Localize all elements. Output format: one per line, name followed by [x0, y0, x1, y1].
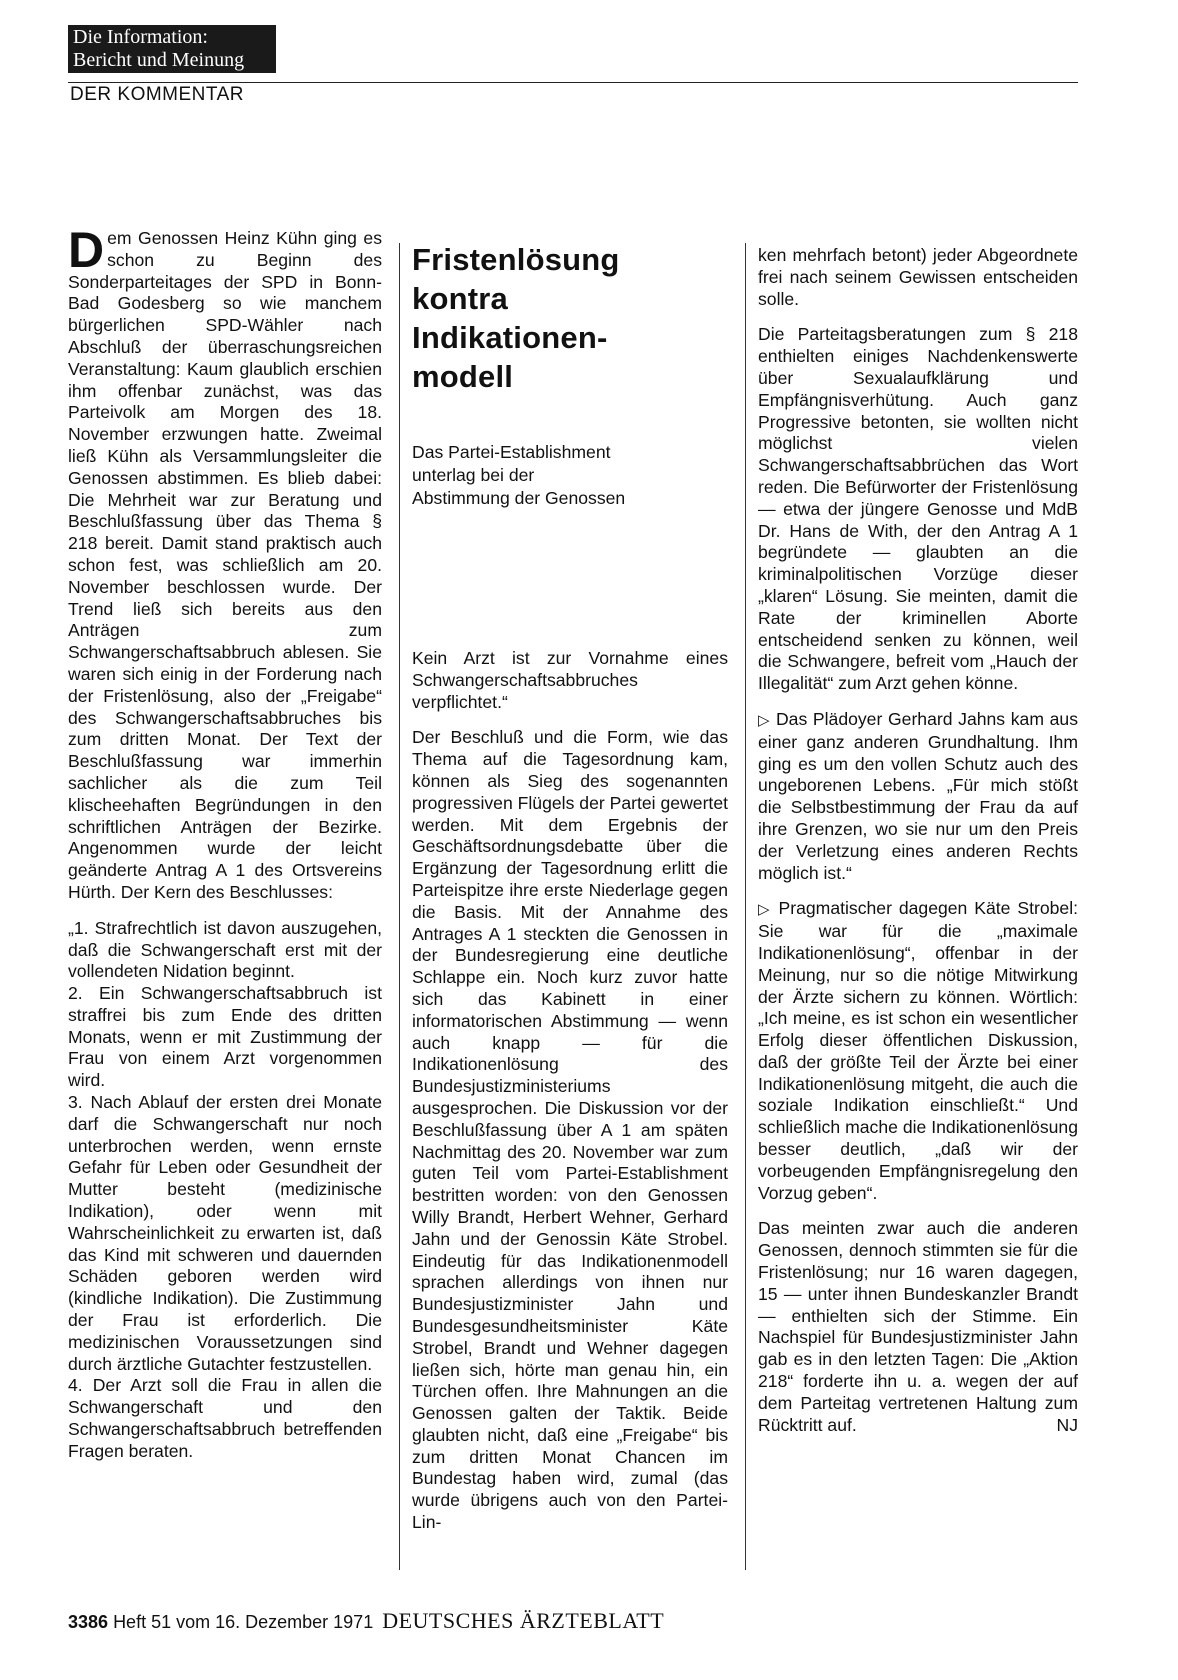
rubric-line-2: Bericht und Meinung: [73, 49, 245, 71]
paragraph-gap: [758, 884, 1078, 898]
top-rule: [68, 82, 1078, 83]
body-paragraph: ken mehrfach betont) jeder Abgeordnete frei nach seinem Gewissen entscheiden solle.: [758, 245, 1078, 309]
quote-point-4: 4. Der Arzt soll die Frau in allen die Schwangerschaft und den Schwangerschaftsabbruch betreffenden Fragen beraten.: [68, 1375, 382, 1461]
paragraph-gap: [412, 713, 728, 727]
paragraph-gap: [68, 904, 382, 918]
headline-line-3: Indikationen-: [412, 320, 608, 355]
body-paragraph: [758, 1218, 1078, 1436]
author-signature: NJ: [1056, 1414, 1078, 1435]
article-subhead: [412, 441, 722, 510]
intro-text: em Genossen Heinz Kühn ging es schon zu Beginn des Sonderparteitages der SPD in Bonn-Bad Godesberg so wie manchem bürgerlichen SPD-Wähler nach Abschluß der überraschungsreichen Veranstaltung: Kaum glaublich erschien ihm offenbar zunächst, was das Parteivolk am Morgen des 18. November erzwungen hatte. Zweimal ließ Kühn als Versammlungsleiter die Genossen abstimmen. Es blieb dabei: Die Mehrheit war zur Beratung und Beschlußfassung über das Thema § 218 bereit. Damit stand praktisch auch schon fest, was schließlich am 20. November beschlossen wurde. Der Trend ließ sich bereits aus den Anträgen zum Schwangerschaftsabbruch ablesen. Sie waren sich einig in der Forderung nach der Fristenlösung, also der „Freigabe“ des Schwangerschaftsabbruches bis zum dritten Monat. Der Text der Beschlußfassung war immerhin sachlicher als die zum Teil klischeehaften Begründungen in den schriftlichen Anträgen der Bezirke. Angenommen wurde der leicht geänderte Antrag A 1 des Ortsvereins Hürth. Der Kern des Beschlusses:: [68, 228, 382, 902]
article-headline: [412, 240, 722, 396]
headline-line-4: modell: [412, 359, 514, 394]
headline-line-1: Fristenlösung: [412, 242, 620, 277]
issue-info: Heft 51 vom 16. Dezember 1971: [113, 1612, 374, 1632]
paragraph-text: Pragmatischer dagegen Käte Strobel: Sie war für die „maximale Indikationenlösung“, offenbar in der Meinung, nur so die nötige Mitwirkung der Ärzte sichern zu können. Wörtlich: „Ich meine, es ist schon ein wesentlicher Erfolg dieser öffentlichen Diskussion, daß der größte Teil der Ärzte bei einer Indikationenlösung mitgeht, die auch die soziale Indikation einschließt.“ Und schließlich mache die Indikationenlösung besser deutlich, „daß wir der vorbeugenden Empfängnisregelung den Vorzug geben“.: [758, 898, 1078, 1203]
drop-cap: D: [68, 222, 105, 278]
column-3: [758, 245, 1078, 1436]
column-divider-2: [745, 243, 746, 1570]
column-2: [412, 648, 728, 1534]
body-paragraph: Die Parteitagsberatungen zum § 218 enthielten einiges Nachdenkenswerte über Sexualaufklärung und Empfängnisverhütung. Auch ganz Progressive betonten, sie wollten nicht möglichst vielen Schwangerschaftsabbrüchen das Wort reden. Die Befürworter der Fristenlösung — etwa der jüngere Genosse und MdB Dr. Hans de With, der den Antrag A 1 begründete — glaubten an die kriminalpolitischen Vorzüge dieser „klaren“ Lösung. Sie meinten, damit die Rate der kriminellen Aborte entscheidend senken zu können, weil die Schwangere, befreit vom „Hauch der Illegalität“ zum Arzt gehen könne.: [758, 324, 1078, 694]
paragraph-text: Das Plädoyer Gerhard Jahns kam aus einer ganz anderen Grundhaltung. Ihm ging es um den vollen Schutz auch des ungeborenen Lebens. „Für mich stößt die Selbstbestimmung der Frau da auf ihre Grenzen, wo sie nur um den Preis der Verletzung eines anderen Rechts möglich ist.“: [758, 708, 1078, 883]
rubric-box: [68, 25, 276, 73]
subhead-line-1: Das Partei-Establishment: [412, 442, 611, 462]
column-1: [68, 222, 382, 1463]
body-paragraph: Der Beschluß und die Form, wie das Thema auf die Tagesordnung kam, können als Sieg des sogenannten progressiven Flügels der Partei gewertet werden. Mit dem Ergebnis der Geschäftsordnungsdebatte über die Ergänzung der Tagesordnung erlitt die Parteispitze ihre erste Niederlage gegen die Basis. Mit der Annahme des Antrages A 1 steckten die Genossen in der Bundesregierung eine deutliche Schlappe ein. Noch kurz zuvor hatte sich das Kabinett in einer informatorischen Abstimmung — wenn auch knapp — für die Indikationenlösung des Bundesjustizministeriums ausgesprochen. Die Diskussion vor der Beschlußfassung über A 1 am späten Nachmittag des 20. November war zum guten Teil vom Partei-Establishment bestritten worden: von den Genossen Willy Brandt, Herbert Wehner, Gerhard Jahn und der Genossin Käte Strobel. Eindeutig für das Indikationenmodell sprachen allerdings von ihnen nur Bundesjustizminister Jahn und Bundesgesundheitsminister Käte Strobel, Brandt und Wehner dagegen ließen sich, hörte man genau hin, ein Türchen offen. Ihre Mahnungen an die Genossen galten der Taktik. Beide glaubten nicht, daß eine „Freigabe“ bis zum dritten Monat Chancen im Bundestag haben wird, zumal (das wurde übrigens auch von den Partei-Lin-: [412, 727, 728, 1533]
subhead-line-2: unterlag bei der: [412, 465, 535, 485]
quote-point-1: „1. Strafrechtlich ist davon auszugehen, daß die Schwangerschaft erst mit der vollendeten Nidation beginnt.: [68, 917, 382, 982]
subhead-line-3: Abstimmung der Genossen: [412, 488, 626, 508]
page-footer: [68, 1608, 664, 1634]
headline-line-2: kontra: [412, 281, 508, 316]
page-number: 3386: [68, 1612, 109, 1632]
paragraph-gap: [758, 1204, 1078, 1218]
quote-point-5: Kein Arzt ist zur Vornahme eines Schwangerschaftsabbruches verpflichtet.“: [412, 648, 728, 712]
quote-point-2: 2. Ein Schwangerschaftsabbruch ist straffrei bis zum Ende des dritten Monats, wenn er mit Zustimmung der Frau von einem Arzt vorgenommen wird.: [68, 983, 382, 1091]
column-divider-1: [399, 243, 400, 1570]
journal-name: DEUTSCHES ÄRZTEBLATT: [382, 1608, 665, 1633]
paragraph-text: Das meinten zwar auch die anderen Genossen, dennoch stimmten sie für die Fristenlösung; nur 16 waren dagegen, 15 — unter ihnen Bundeskanzler Brandt — enthielten sich der Stimme. Ein Nachspiel für Bundesjustizminister Jahn gab es in den letzten Tagen: Die „Aktion 218“ forderte ihn u. a. wegen der auf dem Parteitag vertretenen Haltung zum Rücktritt auf.: [758, 1218, 1078, 1435]
quote-point-3: 3. Nach Ablauf der ersten drei Monate darf die Schwangerschaft nur noch unterbrochen werden, wenn ernste Gefahr für Leben oder Gesundheit der Mutter besteht (medizinische Indikation), oder wenn mit Wahrscheinlichkeit zu erwarten ist, daß das Kind mit schweren und dauernden Schäden geboren werden wird (kindliche Indikation). Die Zustimmung der Frau ist erforderlich. Die medizinischen Voraussetzungen sind durch ärztliche Gutachter festzustellen.: [68, 1092, 382, 1374]
rubric-line-1: Die Information:: [73, 26, 208, 48]
triangle-marker-icon: ▷: [758, 711, 771, 729]
body-paragraph: [758, 709, 1078, 884]
paragraph-gap: [758, 695, 1078, 709]
intro-paragraph: [68, 222, 382, 904]
body-paragraph: [758, 898, 1078, 1204]
paragraph-gap: [758, 310, 1078, 324]
section-label: DER KOMMENTAR: [70, 84, 244, 105]
triangle-marker-icon: ▷: [758, 901, 772, 919]
